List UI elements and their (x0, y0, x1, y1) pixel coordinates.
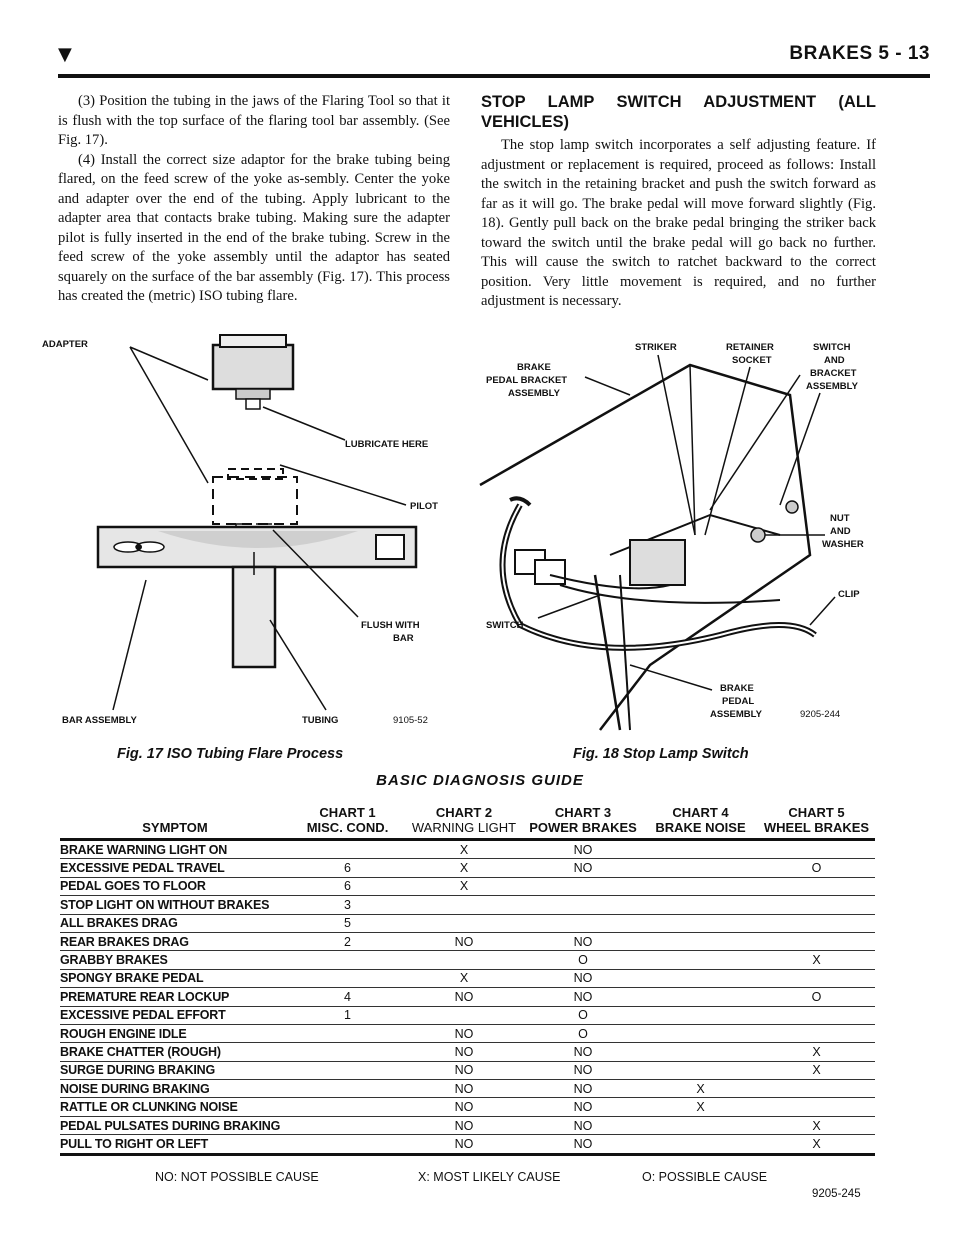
label-switch: SWITCH (486, 620, 524, 631)
chart-5-cell: X (758, 1116, 875, 1134)
stop-lamp-paragraph: The stop lamp switch incorporates a self adjusting feature. If adjustment or replacement is required, proceed as follows: Install the switch in the retaining bracket and push the switch forward as far as it will go. The brake pedal will move forward slightly (Fig. 18). Gently pull back on the brake pedal bringing the striker back toward the switch until the brake pedal will go back no further. This will cause the switch to ratchet backward to the correct position. Very little movement is required, and no further adjustment is necessary. (481, 137, 876, 309)
symptom-cell: ROUGH ENGINE IDLE (60, 1024, 290, 1042)
chart-3-cell: NO (523, 969, 643, 987)
label-switch-and-bracket-1: SWITCH (813, 342, 851, 353)
chart-2-cell: NO (405, 1135, 523, 1154)
chart-2-cell (405, 896, 523, 914)
chart-2-cell: NO (405, 932, 523, 950)
chart-4-cell (643, 840, 758, 859)
chart-3-cell: NO (523, 1098, 643, 1116)
symptom-cell: ALL BRAKES DRAG (60, 914, 290, 932)
header-chart-1: CHART 1 MISC. COND. (290, 805, 405, 840)
chart-5-cell: O (758, 859, 875, 877)
chart-1-cell: 2 (290, 932, 405, 950)
guide-number: 9205-245 (812, 1188, 861, 1200)
header-chart-5: CHART 5 WHEEL BRAKES (758, 805, 875, 840)
table-row (60, 988, 875, 1006)
chart-2-cell (405, 1006, 523, 1024)
section-title: BRAKES 5 - 13 (789, 43, 930, 64)
legend-x: X: MOST LIKELY CAUSE (418, 1170, 561, 1184)
chart-4-cell (643, 932, 758, 950)
triangle-marker-icon: ▼ (58, 44, 72, 65)
section-heading: STOP LAMP SWITCH ADJUSTMENT (ALL VEHICLES) (481, 93, 876, 131)
chart-4-cell (643, 969, 758, 987)
chart-2-cell (405, 951, 523, 969)
label-flush-with: FLUSH WITH (361, 620, 420, 631)
label-brake-pedal-bracket-1: BRAKE (517, 362, 551, 373)
chart-2-cell: NO (405, 988, 523, 1006)
fig18-illustration (480, 335, 880, 730)
chart-2-cell: NO (405, 1043, 523, 1061)
chart-1-cell (290, 951, 405, 969)
chart-5-cell (758, 877, 875, 895)
label-switch-and-bracket-2: AND (824, 355, 845, 366)
label-brake-pedal-bracket-3: ASSEMBLY (508, 388, 560, 399)
chart-4-cell (643, 951, 758, 969)
label-washer: WASHER (822, 539, 864, 550)
chart-5-cell (758, 914, 875, 932)
page-header (58, 40, 930, 78)
label-tubing: TUBING (302, 715, 339, 726)
chart-5-cell (758, 1006, 875, 1024)
chart-1-cell (290, 1098, 405, 1116)
label-lubricate-here: LUBRICATE HERE (345, 439, 429, 450)
chart-4-cell (643, 877, 758, 895)
symptom-cell: NOISE DURING BRAKING (60, 1080, 290, 1098)
chart-4-cell (643, 859, 758, 877)
chart-4-cell (643, 1043, 758, 1061)
header-chart-2: CHART 2 WARNING LIGHT (405, 805, 523, 840)
table-row (60, 840, 875, 859)
right-text-column (481, 92, 876, 312)
fig17-caption: Fig. 17 ISO Tubing Flare Process (117, 746, 344, 762)
table-row (60, 1135, 875, 1154)
guide-title: BASIC DIAGNOSIS GUIDE (376, 772, 584, 789)
chart-1-cell: 5 (290, 914, 405, 932)
chart-4-cell (643, 988, 758, 1006)
chart-3-cell: NO (523, 1080, 643, 1098)
symptom-cell: STOP LIGHT ON WITHOUT BRAKES (60, 896, 290, 914)
table-row (60, 914, 875, 932)
chart-5-cell: X (758, 1061, 875, 1079)
chart-5-cell: X (758, 1043, 875, 1061)
symptom-cell: GRABBY BRAKES (60, 951, 290, 969)
label-striker: STRIKER (635, 342, 677, 353)
chart-3-cell: O (523, 1006, 643, 1024)
chart-1-cell (290, 1116, 405, 1134)
table-row (60, 859, 875, 877)
left-text-column (58, 92, 450, 307)
chart-1-cell: 6 (290, 859, 405, 877)
chart-3-cell: NO (523, 932, 643, 950)
table-row (60, 1024, 875, 1042)
fig18-caption: Fig. 18 Stop Lamp Switch (573, 746, 749, 762)
chart-5-cell (758, 969, 875, 987)
fig17-number: 9105-52 (393, 715, 428, 726)
chart-4-cell (643, 1061, 758, 1079)
chart-1-cell: 4 (290, 988, 405, 1006)
label-pilot: PILOT (410, 501, 438, 512)
chart-1-cell (290, 840, 405, 859)
header-chart-4: CHART 4 BRAKE NOISE (643, 805, 758, 840)
chart-2-cell: NO (405, 1080, 523, 1098)
chart-1-cell (290, 1135, 405, 1154)
chart-2-cell (405, 914, 523, 932)
table-row (60, 1080, 875, 1098)
fig18-number: 9205-244 (800, 709, 841, 720)
chart-3-cell: NO (523, 1135, 643, 1154)
chart-4-cell (643, 896, 758, 914)
legend-o: O: POSSIBLE CAUSE (642, 1170, 768, 1184)
chart-5-cell: X (758, 1135, 875, 1154)
label-flush-bar: BAR (393, 633, 414, 644)
chart-2-cell: NO (405, 1061, 523, 1079)
chart-1-cell: 1 (290, 1006, 405, 1024)
label-brake-pedal-2: PEDAL (722, 696, 755, 707)
label-brake-pedal-bracket-2: PEDAL BRACKET (486, 375, 568, 386)
chart-1-cell: 3 (290, 896, 405, 914)
chart-1-cell (290, 969, 405, 987)
chart-2-cell: X (405, 969, 523, 987)
step-3-paragraph: (3) Position the tubing in the jaws of the Flaring Tool so that it is flush with the top surface of the flaring tool bar assembly. (See Fig. 17). (58, 93, 450, 148)
label-brake-pedal-1: BRAKE (720, 683, 754, 694)
header-symptom: SYMPTOM (60, 805, 290, 840)
chart-3-cell: NO (523, 840, 643, 859)
chart-3-cell (523, 914, 643, 932)
chart-5-cell: X (758, 951, 875, 969)
chart-5-cell (758, 1024, 875, 1042)
diagnosis-table-body (60, 840, 875, 1155)
symptom-cell: PEDAL PULSATES DURING BRAKING (60, 1116, 290, 1134)
chart-2-cell: X (405, 840, 523, 859)
table-row (60, 1116, 875, 1134)
symptom-cell: REAR BRAKES DRAG (60, 932, 290, 950)
chart-5-cell (758, 932, 875, 950)
chart-2-cell: NO (405, 1098, 523, 1116)
label-nut: NUT (830, 513, 850, 524)
chart-4-cell (643, 1006, 758, 1024)
label-bar-assembly: BAR ASSEMBLY (62, 715, 137, 726)
chart-5-cell (758, 1080, 875, 1098)
chart-3-cell: O (523, 1024, 643, 1042)
chart-5-cell: O (758, 988, 875, 1006)
label-switch-and-bracket-3: BRACKET (810, 368, 857, 379)
chart-4-cell (643, 914, 758, 932)
diagnosis-table (60, 805, 875, 1156)
chart-4-cell (643, 1116, 758, 1134)
chart-1-cell (290, 1061, 405, 1079)
table-row (60, 1006, 875, 1024)
chart-1-cell (290, 1024, 405, 1042)
legend-no: NO: NOT POSSIBLE CAUSE (155, 1170, 319, 1184)
table-row (60, 951, 875, 969)
table-row (60, 1098, 875, 1116)
label-socket: SOCKET (732, 355, 772, 366)
chart-3-cell: NO (523, 1116, 643, 1134)
label-clip: CLIP (838, 589, 860, 600)
label-retainer: RETAINER (726, 342, 774, 353)
chart-5-cell (758, 896, 875, 914)
table-row (60, 1061, 875, 1079)
fig17-illustration (42, 335, 458, 730)
chart-3-cell (523, 877, 643, 895)
label-adapter: ADAPTER (42, 339, 88, 350)
table-row (60, 932, 875, 950)
table-header-row (60, 805, 875, 840)
chart-3-cell (523, 896, 643, 914)
chart-2-cell: X (405, 877, 523, 895)
chart-2-cell: NO (405, 1116, 523, 1134)
chart-5-cell (758, 1098, 875, 1116)
symptom-cell: SURGE DURING BRAKING (60, 1061, 290, 1079)
chart-1-cell: 6 (290, 877, 405, 895)
table-row (60, 969, 875, 987)
table-row (60, 1043, 875, 1061)
symptom-cell: PREMATURE REAR LOCKUP (60, 988, 290, 1006)
chart-3-cell: NO (523, 988, 643, 1006)
symptom-cell: SPONGY BRAKE PEDAL (60, 969, 290, 987)
chart-2-cell: X (405, 859, 523, 877)
symptom-cell: EXCESSIVE PEDAL TRAVEL (60, 859, 290, 877)
chart-2-cell: NO (405, 1024, 523, 1042)
chart-4-cell (643, 1024, 758, 1042)
symptom-cell: BRAKE WARNING LIGHT ON (60, 840, 290, 859)
symptom-cell: PEDAL GOES TO FLOOR (60, 877, 290, 895)
chart-4-cell: X (643, 1080, 758, 1098)
symptom-cell: EXCESSIVE PEDAL EFFORT (60, 1006, 290, 1024)
symptom-cell: RATTLE OR CLUNKING NOISE (60, 1098, 290, 1116)
label-switch-and-bracket-4: ASSEMBLY (806, 381, 858, 392)
chart-3-cell: NO (523, 1043, 643, 1061)
symptom-cell: PULL TO RIGHT OR LEFT (60, 1135, 290, 1154)
chart-5-cell (758, 840, 875, 859)
chart-1-cell (290, 1043, 405, 1061)
chart-3-cell: NO (523, 859, 643, 877)
chart-3-cell: O (523, 951, 643, 969)
chart-1-cell (290, 1080, 405, 1098)
chart-3-cell: NO (523, 1061, 643, 1079)
label-brake-pedal-3: ASSEMBLY (710, 709, 762, 720)
chart-4-cell (643, 1135, 758, 1154)
header-chart-3: CHART 3 POWER BRAKES (523, 805, 643, 840)
symptom-cell: BRAKE CHATTER (ROUGH) (60, 1043, 290, 1061)
step-4-paragraph: (4) Install the correct size adaptor for the brake tubing being flared, on the feed screw of the yoke as-sembly. Center the yoke and adapter over the end of the tubing. Apply lubricant to the adapter area that contacts brake tubing. Making sure the adapter pilot is fully inserted in the end of the brake tubing. Screw in the feed screw of the yoke assembly until the adaptor has seated squarely on the surface of the bar assembly (Fig. 17). This process has created the (metric) ISO tubing flare. (58, 151, 450, 304)
table-row (60, 877, 875, 895)
label-and: AND (830, 526, 851, 537)
table-row (60, 896, 875, 914)
chart-4-cell: X (643, 1098, 758, 1116)
